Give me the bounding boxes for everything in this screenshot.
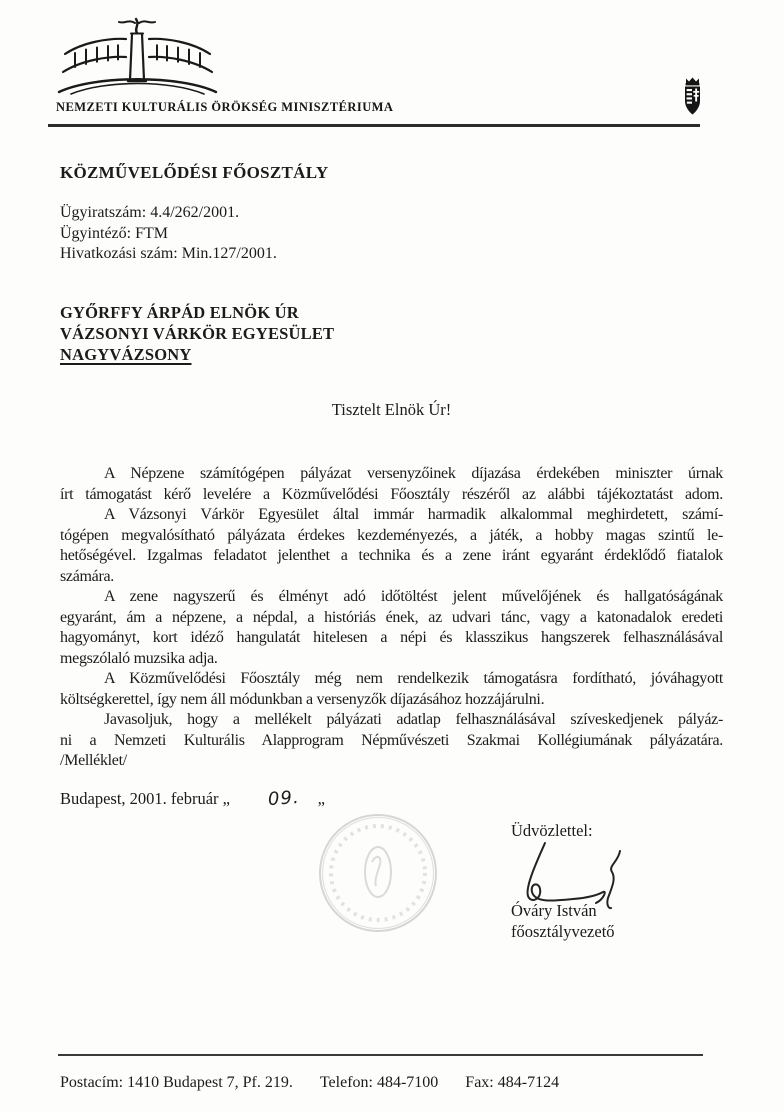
- body-line: A Közművelődési Főosztály még nem rendelkezik támogatásra fordítható, jóváhagyott: [104, 670, 723, 687]
- hungarian-coat-of-arms-icon: [682, 77, 703, 117]
- footer-divider: [58, 1054, 703, 1056]
- body-line: költségkerettel, így nem áll módunkban a versenyzők díjazásához hozzájárulni.: [60, 690, 545, 708]
- body-line: tógépen megvalósítható pályázata érdekes kezdeményezés, a játék, a hobby magas szintű le-: [60, 526, 723, 544]
- footer-contact: [60, 1074, 559, 1092]
- body-line: hetőségével. Izgalmas feladatot jelenthet a technika és a zene iránt egyaránt érdeklődő fiatalok: [60, 547, 723, 564]
- department-title: KÖZMŰVELŐDÉSI FŐOSZTÁLY: [60, 163, 329, 182]
- footer-telephone: Telefon: 484-7100: [319, 1074, 439, 1091]
- body-line: hagyományt, kort idéző hangulatát hitelesen a népi és klasszikus hangszerek felhasználásával: [60, 629, 723, 646]
- letter-body: [60, 464, 723, 772]
- date-line: [60, 788, 325, 809]
- footer-fax: Fax: 484-7124: [465, 1074, 560, 1091]
- clerk-line: Ügyintéző: FTM: [60, 224, 168, 242]
- reference-number-line: Hivatkozási szám: Min.127/2001.: [60, 245, 277, 262]
- date-printed-prefix: Budapest, 2001. február „: [60, 789, 230, 808]
- signer-name: Óváry István: [511, 901, 597, 920]
- addressee-name: GYŐRFFY ÁRPÁD ELNÖK ÚR: [60, 303, 299, 322]
- addressee-city: NAGYVÁZSONY: [60, 345, 192, 364]
- body-line: Javasoljuk, hogy a mellékelt pályázati adatlap felhasználásával szíveskedjenek pályáz-: [104, 711, 723, 728]
- body-line: A Vázsonyi Várkör Egyesület által immár harmadik alkalommal meghirdetett, számí-: [104, 506, 723, 523]
- case-number-line: Ügyiratszám: 4.4/262/2001.: [60, 204, 240, 221]
- handwritten-day: 09.: [267, 786, 301, 811]
- body-line: A zene nagyszerű és élményt adó időtöltést jelent művelőjének és hallgatóságának: [104, 588, 723, 605]
- ministry-name: NEMZETI KULTURÁLIS ÖRÖKSÉG MINISZTÉRIUMA: [56, 100, 394, 114]
- body-line: A Népzene számítógépen pályázat versenyzőinek díjazása érdekében miniszter úrnak: [104, 465, 723, 482]
- body-line: írt támogatást kérő levelére a Közművelődési Főosztály részéről az alábbi tájékoztatást adom.: [60, 485, 723, 503]
- closing-greeting: Üdvözlettel:: [511, 821, 593, 840]
- header-divider: [48, 124, 700, 127]
- signer-title: főosztályvezető: [511, 922, 615, 941]
- addressee-organization: VÁZSONYI VÁRKÖR EGYESÜLET: [60, 324, 335, 343]
- reference-block: [60, 203, 277, 265]
- body-line: /Melléklet/: [60, 752, 127, 769]
- official-stamp-icon: [314, 810, 442, 936]
- date-printed-suffix: „: [317, 789, 325, 808]
- body-line: egyaránt, ám a népzene, a népdal, a históriás ének, az udvari tánc, vagy a katonadalok eredeti: [60, 608, 723, 626]
- ministry-emblem-icon: [55, 16, 220, 100]
- addressee-block: [60, 302, 334, 365]
- body-line: ni a Nemzeti Kulturális Alapprogram Népművészeti Szakmai Kollégiumának pályázatára.: [60, 731, 723, 749]
- body-line: megszólaló muzsika adja.: [60, 649, 218, 667]
- footer-postal-address: Postacím: 1410 Budapest 7, Pf. 219.: [60, 1074, 293, 1091]
- body-line: számára.: [60, 567, 115, 585]
- salutation: Tisztelt Elnök Úr!: [331, 400, 452, 419]
